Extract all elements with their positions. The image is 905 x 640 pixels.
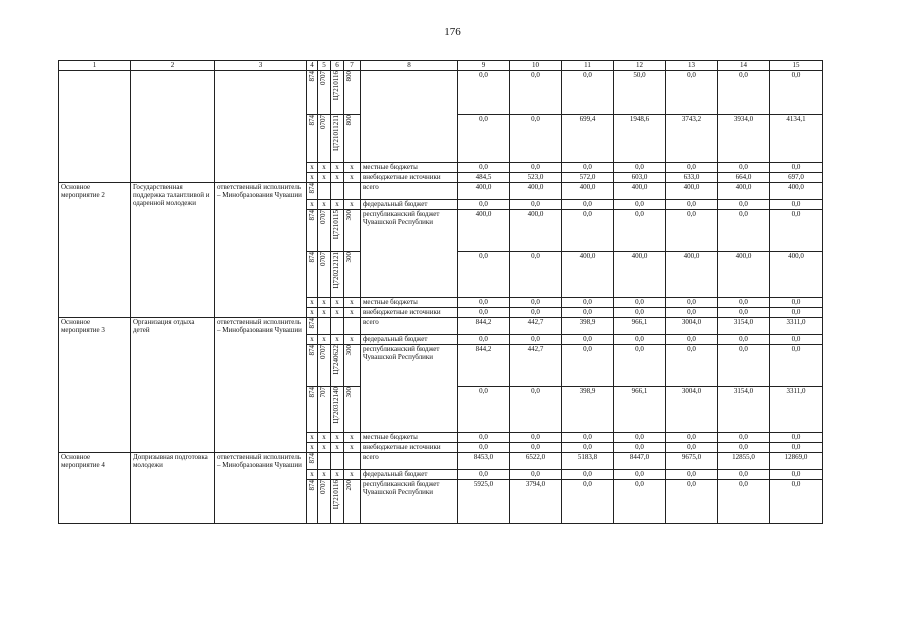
value-cell: 0,0 [510, 433, 562, 443]
value-cell: 0,0 [458, 387, 510, 433]
code-cell: 0707 [318, 71, 331, 115]
header-cell: 12 [614, 61, 666, 71]
code-cell: 800 [344, 115, 361, 163]
mark-cell: x [331, 298, 344, 308]
code-cell: 300 [344, 345, 361, 387]
value-cell: 3154,0 [718, 318, 770, 335]
source-label: всего [361, 183, 458, 200]
header-cell: 5 [318, 61, 331, 71]
code-cell: 0707 [318, 480, 331, 524]
header-cell: 1 [59, 61, 131, 71]
code-cell: 874 [307, 453, 318, 470]
mark-cell: x [318, 470, 331, 480]
value-cell: 966,1 [614, 387, 666, 433]
table-row [59, 71, 823, 115]
value-cell: 0,0 [510, 298, 562, 308]
value-cell: 400,0 [562, 252, 614, 298]
budget-table [58, 60, 823, 524]
value-cell: 0,0 [770, 443, 823, 453]
mark-cell: x [344, 200, 361, 210]
event-title: Государственная поддержка талантливой и одаренной молодежи [131, 183, 215, 318]
value-cell: 0,0 [510, 200, 562, 210]
value-cell: 844,2 [458, 345, 510, 387]
value-cell: 0,0 [614, 443, 666, 453]
value-cell: 8447,0 [614, 453, 666, 470]
value-cell: 0,0 [510, 387, 562, 433]
mark-cell: x [331, 470, 344, 480]
value-cell: 0,0 [770, 298, 823, 308]
code-cell: 874 [307, 183, 318, 200]
code-cell: 800 [344, 71, 361, 115]
mark-cell: x [344, 298, 361, 308]
code-cell [318, 453, 331, 470]
source-label: местные бюджеты [361, 163, 458, 173]
value-cell: 9675,0 [666, 453, 718, 470]
header-cell: 10 [510, 61, 562, 71]
source-label: федеральный бюджет [361, 335, 458, 345]
mark-cell: x [307, 443, 318, 453]
value-cell: 0,0 [666, 345, 718, 387]
cell-col1 [59, 71, 131, 183]
value-cell: 400,0 [458, 210, 510, 252]
event-title: Допризывная подготовка молодежи [131, 453, 215, 524]
mark-cell: x [307, 335, 318, 345]
mark-cell: x [318, 173, 331, 183]
source-label: республиканский бюджет Чувашской Республики [361, 480, 458, 524]
code-cell: 874 [307, 480, 318, 524]
value-cell: 633,0 [666, 173, 718, 183]
mark-cell: x [307, 308, 318, 318]
code-cell: 874 [307, 210, 318, 252]
value-cell: 0,0 [510, 443, 562, 453]
code-cell: Ц7210116 [331, 480, 344, 524]
code-cell: Ц7210116 [331, 71, 344, 115]
value-cell: 400,0 [770, 183, 823, 200]
code-cell: 874 [307, 318, 318, 335]
value-cell: 398,9 [562, 318, 614, 335]
source-label: местные бюджеты [361, 433, 458, 443]
value-cell: 398,9 [562, 387, 614, 433]
value-cell: 0,0 [770, 335, 823, 345]
value-cell: 966,1 [614, 318, 666, 335]
value-cell: 3934,0 [718, 115, 770, 163]
value-cell: 400,0 [562, 183, 614, 200]
code-cell: 300 [344, 210, 361, 252]
value-cell: 0,0 [562, 335, 614, 345]
code-cell [331, 183, 344, 200]
value-cell: 400,0 [614, 183, 666, 200]
value-cell: 3311,0 [770, 387, 823, 433]
value-cell: 6522,0 [510, 453, 562, 470]
code-cell: 0707 [318, 345, 331, 387]
value-cell: 0,0 [510, 252, 562, 298]
value-cell: 0,0 [614, 480, 666, 524]
value-cell: 0,0 [614, 200, 666, 210]
mark-cell: x [318, 163, 331, 173]
code-cell: 874 [307, 115, 318, 163]
value-cell: 0,0 [562, 443, 614, 453]
value-cell: 0,0 [614, 210, 666, 252]
header-cell: 2 [131, 61, 215, 71]
code-cell: Ц7240622 [331, 345, 344, 387]
value-cell: 0,0 [510, 115, 562, 163]
header-cell: 6 [331, 61, 344, 71]
value-cell: 0,0 [666, 433, 718, 443]
value-cell: 0,0 [458, 163, 510, 173]
value-cell: 0,0 [562, 480, 614, 524]
table-row [59, 318, 823, 335]
code-cell [331, 453, 344, 470]
value-cell: 0,0 [770, 163, 823, 173]
event-executor: ответственный исполнитель – Минобразования Чувашии [215, 318, 307, 453]
code-cell: 0707 [318, 210, 331, 252]
value-cell: 0,0 [770, 308, 823, 318]
header-cell: 15 [770, 61, 823, 71]
value-cell: 0,0 [458, 470, 510, 480]
source-label: местные бюджеты [361, 298, 458, 308]
mark-cell: x [331, 335, 344, 345]
event-name: Основное мероприятие 4 [59, 453, 131, 524]
value-cell: 0,0 [562, 200, 614, 210]
mark-cell: x [344, 163, 361, 173]
value-cell: 0,0 [614, 470, 666, 480]
value-cell: 844,2 [458, 318, 510, 335]
value-cell: 0,0 [718, 345, 770, 387]
event-title: Организация отдыха детей [131, 318, 215, 453]
value-cell: 3743,2 [666, 115, 718, 163]
value-cell: 0,0 [458, 433, 510, 443]
value-cell: 0,0 [614, 163, 666, 173]
cell-col3 [215, 71, 307, 183]
value-cell: 0,0 [770, 433, 823, 443]
mark-cell: x [331, 308, 344, 318]
code-cell: 0707 [318, 252, 331, 298]
value-cell: 400,0 [770, 252, 823, 298]
value-cell: 0,0 [614, 433, 666, 443]
value-cell: 0,0 [614, 335, 666, 345]
value-cell: 0,0 [666, 443, 718, 453]
value-cell: 12869,0 [770, 453, 823, 470]
value-cell: 400,0 [718, 252, 770, 298]
value-cell: 0,0 [666, 335, 718, 345]
mark-cell: x [331, 163, 344, 173]
source-label: всего [361, 453, 458, 470]
value-cell: 3154,0 [718, 387, 770, 433]
code-cell: 874 [307, 71, 318, 115]
mark-cell: x [307, 298, 318, 308]
value-cell: 0,0 [770, 470, 823, 480]
value-cell: 0,0 [770, 345, 823, 387]
header-cell: 14 [718, 61, 770, 71]
mark-cell: x [318, 298, 331, 308]
value-cell: 0,0 [562, 71, 614, 115]
value-cell: 0,0 [718, 480, 770, 524]
source-label: федеральный бюджет [361, 470, 458, 480]
mark-cell: x [344, 470, 361, 480]
mark-cell: x [344, 173, 361, 183]
value-cell: 442,7 [510, 318, 562, 335]
code-cell: Ц721011211 [331, 115, 344, 163]
value-cell: 0,0 [718, 470, 770, 480]
value-cell: 0,0 [562, 470, 614, 480]
value-cell: 400,0 [666, 183, 718, 200]
cell-col2 [131, 71, 215, 183]
code-cell [318, 318, 331, 335]
mark-cell: x [331, 443, 344, 453]
mark-cell: x [307, 163, 318, 173]
value-cell: 3794,0 [510, 480, 562, 524]
value-cell: 0,0 [510, 470, 562, 480]
code-cell: 874 [307, 252, 318, 298]
value-cell: 0,0 [718, 298, 770, 308]
value-cell: 0,0 [510, 71, 562, 115]
source-label: федеральный бюджет [361, 200, 458, 210]
event-executor: ответственный исполнитель – Минобразования Чувашии [215, 453, 307, 524]
mark-cell: x [331, 200, 344, 210]
value-cell: 0,0 [562, 163, 614, 173]
source-label: республиканский бюджет Чувашской Республики [361, 345, 458, 433]
source-label: всего [361, 318, 458, 335]
code-cell: Ц7210115 [331, 210, 344, 252]
event-executor: ответственный исполнитель – Минобразования Чувашии [215, 183, 307, 318]
value-cell: 664,0 [718, 173, 770, 183]
mark-cell: x [307, 173, 318, 183]
value-cell: 0,0 [458, 252, 510, 298]
value-cell: 0,0 [510, 335, 562, 345]
value-cell: 572,0 [562, 173, 614, 183]
value-cell: 0,0 [666, 163, 718, 173]
value-cell: 0,0 [770, 480, 823, 524]
value-cell: 699,4 [562, 115, 614, 163]
mark-cell: x [331, 433, 344, 443]
code-cell [344, 183, 361, 200]
value-cell: 0,0 [666, 200, 718, 210]
mark-cell: x [307, 433, 318, 443]
code-cell [331, 318, 344, 335]
code-cell: 0707 [318, 115, 331, 163]
source-label: внебюджетные источники [361, 443, 458, 453]
value-cell: 50,0 [614, 71, 666, 115]
value-cell: 0,0 [562, 345, 614, 387]
value-cell: 0,0 [562, 308, 614, 318]
value-cell: 442,7 [510, 345, 562, 387]
code-cell [318, 183, 331, 200]
code-cell: Ц720312140 [331, 387, 344, 433]
value-cell: 0,0 [770, 200, 823, 210]
value-cell: 8453,0 [458, 453, 510, 470]
mark-cell: x [344, 443, 361, 453]
header-cell: 11 [562, 61, 614, 71]
value-cell: 400,0 [666, 252, 718, 298]
value-cell: 400,0 [510, 210, 562, 252]
mark-cell: x [307, 200, 318, 210]
code-cell: 874 [307, 345, 318, 387]
value-cell: 0,0 [562, 210, 614, 252]
value-cell: 5183,8 [562, 453, 614, 470]
header-cell: 3 [215, 61, 307, 71]
value-cell: 0,0 [666, 210, 718, 252]
header-cell: 4 [307, 61, 318, 71]
value-cell: 3004,0 [666, 318, 718, 335]
value-cell: 0,0 [666, 298, 718, 308]
table-row [59, 183, 823, 200]
code-cell: 300 [344, 387, 361, 433]
code-cell: 707 [318, 387, 331, 433]
mark-cell: x [318, 443, 331, 453]
value-cell: 484,5 [458, 173, 510, 183]
header-cell: 8 [361, 61, 458, 71]
value-cell: 0,0 [458, 443, 510, 453]
event-name: Основное мероприятие 3 [59, 318, 131, 453]
value-cell: 0,0 [666, 470, 718, 480]
header-cell: 13 [666, 61, 718, 71]
value-cell: 0,0 [718, 335, 770, 345]
value-cell: 3004,0 [666, 387, 718, 433]
value-cell: 0,0 [770, 71, 823, 115]
value-cell: 0,0 [718, 163, 770, 173]
mark-cell: x [307, 470, 318, 480]
source-label: внебюджетные источники [361, 308, 458, 318]
value-cell: 0,0 [666, 71, 718, 115]
code-cell [344, 318, 361, 335]
value-cell: 0,0 [562, 298, 614, 308]
value-cell: 0,0 [458, 298, 510, 308]
value-cell: 3311,0 [770, 318, 823, 335]
header-cell: 7 [344, 61, 361, 71]
mark-cell: x [318, 200, 331, 210]
value-cell: 603,0 [614, 173, 666, 183]
value-cell: 0,0 [562, 433, 614, 443]
value-cell: 0,0 [666, 480, 718, 524]
value-cell: 0,0 [458, 115, 510, 163]
value-cell: 0,0 [458, 71, 510, 115]
table-row [59, 453, 823, 470]
value-cell: 1948,6 [614, 115, 666, 163]
value-cell: 0,0 [614, 345, 666, 387]
header-cell: 9 [458, 61, 510, 71]
value-cell: 0,0 [510, 163, 562, 173]
value-cell: 0,0 [666, 308, 718, 318]
page-number: 176 [444, 26, 461, 38]
source-label: внебюджетные источники [361, 173, 458, 183]
code-cell [344, 453, 361, 470]
value-cell: 0,0 [718, 308, 770, 318]
value-cell: 523,0 [510, 173, 562, 183]
value-cell: 697,0 [770, 173, 823, 183]
header-row [59, 61, 823, 71]
value-cell: 0,0 [770, 210, 823, 252]
value-cell: 0,0 [614, 298, 666, 308]
value-cell: 400,0 [718, 183, 770, 200]
event-name: Основное мероприятие 2 [59, 183, 131, 318]
code-cell: 874 [307, 387, 318, 433]
mark-cell: x [318, 308, 331, 318]
value-cell: 0,0 [718, 443, 770, 453]
value-cell: 400,0 [458, 183, 510, 200]
mark-cell: x [331, 173, 344, 183]
mark-cell: x [344, 433, 361, 443]
source-cell [361, 71, 458, 163]
value-cell: 400,0 [510, 183, 562, 200]
value-cell: 12855,0 [718, 453, 770, 470]
mark-cell: x [318, 335, 331, 345]
mark-cell: x [344, 308, 361, 318]
value-cell: 0,0 [718, 210, 770, 252]
value-cell: 0,0 [614, 308, 666, 318]
value-cell: 0,0 [458, 335, 510, 345]
mark-cell: x [318, 433, 331, 443]
code-cell: 200 [344, 480, 361, 524]
value-cell: 0,0 [458, 308, 510, 318]
mark-cell: x [344, 335, 361, 345]
value-cell: 0,0 [718, 433, 770, 443]
code-cell: Ц720212121 [331, 252, 344, 298]
value-cell: 0,0 [510, 308, 562, 318]
value-cell: 0,0 [718, 200, 770, 210]
value-cell: 400,0 [614, 252, 666, 298]
value-cell: 5925,0 [458, 480, 510, 524]
source-label: республиканский бюджет Чувашской Республики [361, 210, 458, 298]
code-cell: 300 [344, 252, 361, 298]
value-cell: 4134,1 [770, 115, 823, 163]
value-cell: 0,0 [458, 200, 510, 210]
value-cell: 0,0 [718, 71, 770, 115]
